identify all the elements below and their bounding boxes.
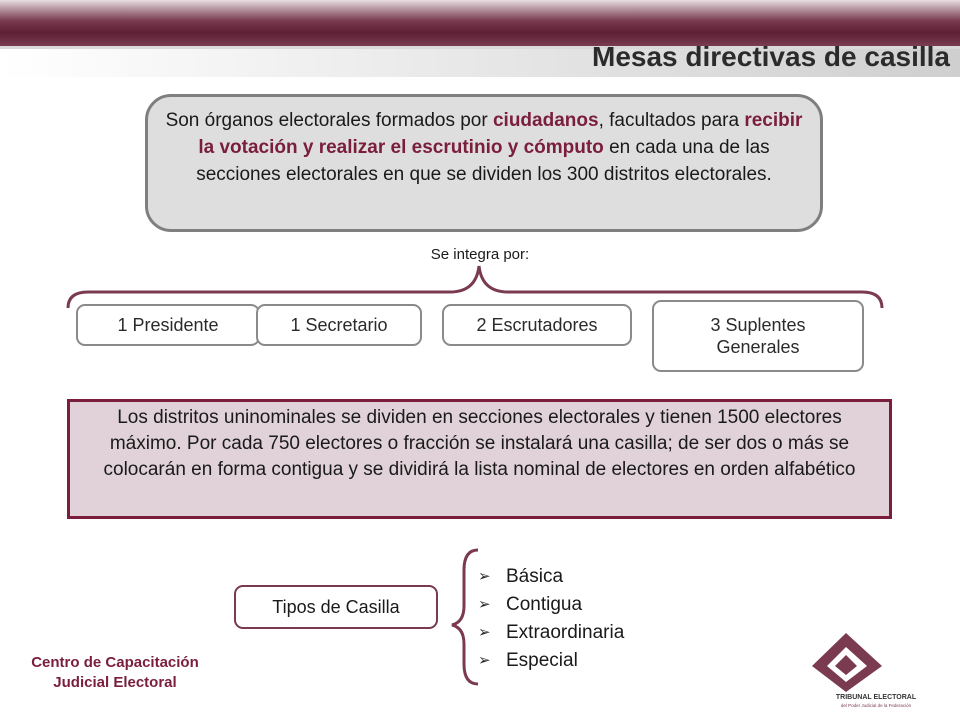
footer-line-1: Centro de Capacitación: [31, 654, 199, 671]
logo-title: TRIBUNAL ELECTORAL: [835, 694, 917, 701]
member-suplentes: 3 Suplentes Generales: [652, 300, 864, 372]
tipo-label: Especial: [506, 650, 578, 671]
member-secretario: 1 Secretario: [256, 304, 422, 346]
list-item: [478, 591, 624, 619]
footer-line-2: Judicial Electoral: [53, 674, 177, 691]
footer-institution: [0, 653, 230, 693]
member-escrutadores: 2 Escrutadores: [442, 304, 632, 346]
arrow-bullet-icon: ➢: [478, 652, 491, 669]
list-item: [478, 619, 624, 647]
info-box: Los distritos uninominales se dividen en secciones electorales y tienen 1500 electores máximo. Por cada 750 electores o fracción se instalará una casilla; de ser dos o más se colocarán en forma contigua y se dividirá la lista nominal de electores en orden alfabético: [67, 399, 892, 519]
definition-text-1: Son órganos electorales formados por: [165, 110, 493, 131]
member-presidente: 1 Presidente: [76, 304, 260, 346]
tipos-casilla-box: Tipos de Casilla: [234, 585, 438, 629]
integra-label: Se integra por:: [430, 246, 530, 263]
arrow-bullet-icon: ➢: [478, 596, 491, 613]
tipo-label: Extraordinaria: [506, 622, 625, 643]
definition-highlight-1: ciudadanos: [492, 110, 599, 131]
definition-text-3: en cada una de las secciones electorales en que se dividen los 300 distritos electorales.: [196, 137, 772, 185]
tipos-list: [478, 563, 624, 675]
definition-highlight-2: recibir la votación y realizar el escrutinio y cómputo: [198, 110, 803, 158]
arrow-bullet-icon: ➢: [478, 568, 491, 585]
list-item: [478, 647, 624, 675]
definition-text-2: , facultados para: [598, 110, 745, 131]
list-item: [478, 563, 624, 591]
tribunal-logo: [806, 630, 946, 712]
page-title: Mesas directivas de casilla: [592, 41, 950, 72]
arrow-bullet-icon: ➢: [478, 624, 491, 641]
logo-subtitle: del Poder Judicial de la Federación: [840, 703, 912, 708]
tipo-label: Contigua: [506, 594, 583, 615]
tipo-label: Básica: [506, 566, 564, 587]
